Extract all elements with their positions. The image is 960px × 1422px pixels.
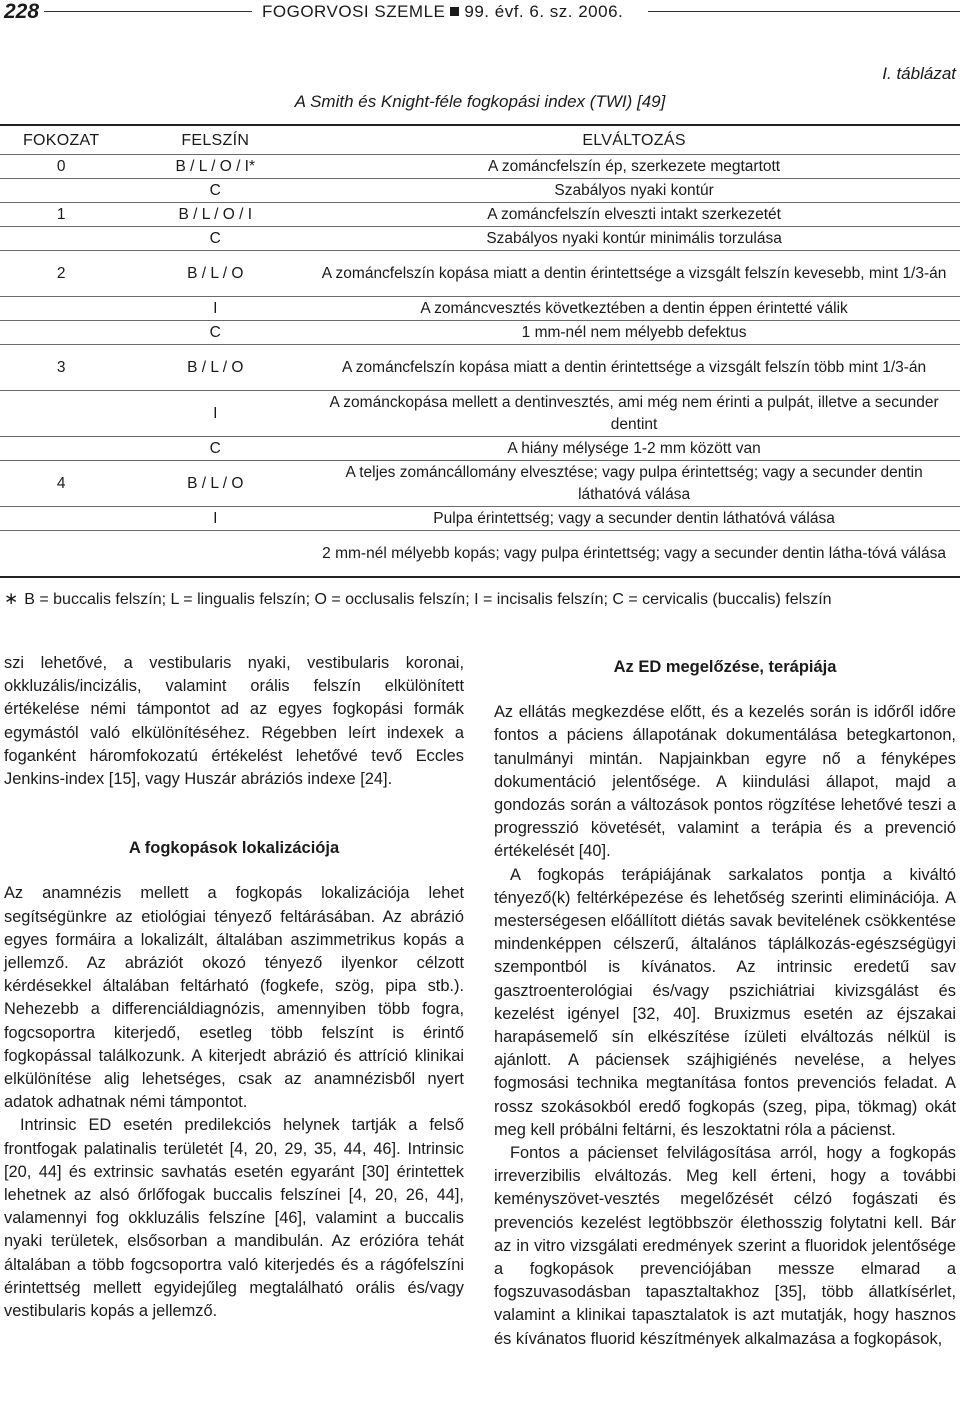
square-bullet-icon: [450, 7, 459, 16]
paragraph: Az ellátás megkezdése előtt, és a kezelés során is időről időre fontos a páciens állapotának dokumentálása betegkartonon, tanulmányi mintán. Napjainkban egyre nő a fényképes dokumentáció jelentősége. A kiindulási állapot, majd a gondozás során a változások pontos rögzítése lehetővé teszi a progresszió követését, valamint a terápia és a prevenció értékelését [40].: [494, 703, 956, 861]
header-surface: FELSZÍN: [122, 128, 308, 155]
section-heading-prevention: Az ED megelőzése, terápiája: [613, 658, 837, 676]
table-row: [0, 203, 960, 227]
header-grade: FOKOZAT: [0, 128, 122, 155]
header-rule-left: [44, 11, 252, 12]
page-number: 228: [4, 0, 40, 23]
left-column: [4, 652, 464, 1323]
grade-cell: 0: [0, 155, 122, 179]
paragraph: szi lehetővé, a vestibularis nyaki, vestibularis koronai, okkluzális/incizális, valamint orális felszín elkülönített értékelése némi támpontot ad az egyes fogkopási formák egymástól való elkülönítéséhez. Régebben leírt indexek a foganként háromfokozatú értékelést lehetővé tevő Eccles Jenkins-index [15], vagy Huszár abráziós indexe [24].: [4, 654, 464, 789]
header-change: ELVÁLTOZÁS: [308, 128, 960, 155]
grade-cell: 4: [0, 461, 122, 507]
paragraph: Az anamnézis mellett a fogkopás lokalizációja lehet segítségünkre az etiológiai tényező feltárásában. Az abrázió egyes formáira a lokalizált, általában aszimmetrikus kopás a jellemző. Az abráziót okozó tényező ilyenkor célzott kérdésekkel általában feltárható (fogkefe, szög, pipa stb.). Nehezebb a differenciáldiagnózis, amennyiben több fogra, fogcsoportra kiterjedő, esetleg több felszínt is érintő fogkopással találkozunk. A kiterjedt abrázió és attríció klinikai elkülönítése alig lehetséges, csak az anamnézisből nyert adatok adhatnak némi támpontot.: [4, 884, 464, 1112]
table-row: [0, 251, 960, 297]
table-row: [0, 321, 960, 345]
table-row: [0, 155, 960, 179]
surface-cell: C: [122, 227, 308, 251]
grade-cell: 3: [0, 345, 122, 391]
change-cell: A zománckopása mellett a dentinvesztés, ami még nem érinti a pulpát, illetve a secunder dentint: [308, 391, 960, 437]
table-row: [0, 461, 960, 507]
grade-cell: [0, 391, 122, 437]
surface-cell: B / L / O: [122, 345, 308, 391]
change-cell: A zománcfelszín ép, szerkezete megtartott: [308, 155, 960, 179]
table-row: [0, 297, 960, 321]
surface-cell: I: [122, 391, 308, 437]
journal-issue: 99. évf. 6. sz. 2006.: [464, 2, 624, 21]
table-label: I. táblázat: [882, 64, 956, 83]
grade-cell: [0, 179, 122, 203]
surface-cell: C: [122, 437, 308, 461]
journal-name: FOGORVOSI SZEMLE: [262, 2, 446, 21]
table-row: [0, 437, 960, 461]
surface-cell: C: [122, 321, 308, 345]
grade-cell: [0, 507, 122, 531]
table-row: [0, 531, 960, 578]
paragraph: Fontos a pácienset felvilágosítása arról, hogy a fogkopás irreverzibilis elváltozás. Meg kell érteni, hogy a további keményszövet-vesztés megelőzését célzó fogászati és prevenciós kezelést legtöbbször élethosszig folytatni kell. Bár az in vitro vizsgálati eredmények szerint a fluoridok jelentősége a fogkopások prevenciójában messze elmarad a fogszuvasodásban tapasztaltakhoz [35], több állatkísérlet, valamint a klinikai tapasztalatok is azt mutatják, hogy hasznos és kívánatos fluorid készítmények alkalmazása a fogkopások,: [494, 1144, 956, 1348]
surface-cell: B / L / O / I: [122, 203, 308, 227]
footnote-text: B = buccalis felszín; L = lingualis felszín; O = occlusalis felszín; I = incisalis felszín; C = cervicalis (buccalis) felszín: [24, 591, 832, 608]
table-header-row: [0, 128, 960, 155]
right-column: [494, 652, 956, 1351]
change-cell: A zománcvesztés következtében a dentin éppen érintetté válik: [308, 297, 960, 321]
surface-cell: C: [122, 179, 308, 203]
change-cell: A hiány mélysége 1-2 mm között van: [308, 437, 960, 461]
change-cell: 1 mm-nél nem mélyebb defektus: [308, 321, 960, 345]
change-cell: Szabályos nyaki kontúr minimális torzulása: [308, 227, 960, 251]
surface-cell: B / L / O: [122, 461, 308, 507]
grade-cell: 2: [0, 251, 122, 297]
table-title: [0, 92, 960, 112]
table-row: [0, 345, 960, 391]
surface-cell: B / L / O: [122, 251, 308, 297]
grade-cell: [0, 227, 122, 251]
surface-cell: I: [122, 297, 308, 321]
page-header: [0, 0, 960, 26]
table-top-rule: [0, 124, 960, 126]
change-cell: A zománcfelszín kopása miatt a dentin érintettsége a vizsgált felszín kevesebb, mint 1/3-án: [308, 251, 960, 297]
surface-cell: [122, 531, 308, 578]
grade-cell: [0, 321, 122, 345]
table-title-text: A Smith és Knight-féle fogkopási index (TWI) [49]: [294, 92, 666, 111]
grade-cell: 1: [0, 203, 122, 227]
header-rule-right: [648, 11, 960, 12]
change-cell: Szabályos nyaki kontúr: [308, 179, 960, 203]
grade-cell: [0, 437, 122, 461]
table-row: [0, 391, 960, 437]
journal-title: [262, 2, 623, 22]
paragraph: A fogkopás terápiájának sarkalatos pontja a kiváltó tényező(k) feltérképezése és lehetőség szerinti eliminációja. A mesterségesen előállított diétás savak bevitelének csökkentése mindenképpen célszerű, általános táplálkozás-egészségügyi szempontból is kívánatos. Az intrinsic eredetű sav gasztroenterológiai és/vagy pszichiátriai kivizsgálást és kezelést igényel [32, 40]. Bruxizmus esetén az éjszakai harapásemelő sín elkészítése ízületi elváltozás nélkül is ajánlott. A páciensek szájhigiénés nevelése, a helyes fogmosási technika megtanítása fontos prevenciós feladat. A rossz szokásokból eredő fogkopás (szeg, pipa, tökmag) okát meg kell próbálni feltárni, és leszoktatni róla a pácienst.: [494, 865, 956, 1139]
asterisk-icon: ∗: [4, 589, 19, 608]
twi-table: [0, 128, 960, 578]
table-row: [0, 507, 960, 531]
table-row: [0, 227, 960, 251]
section-heading-localization: A fogkopások lokalizációja: [128, 839, 340, 858]
surface-cell: I: [122, 507, 308, 531]
table-row: [0, 179, 960, 203]
paragraph: Intrinsic ED esetén predilekciós helynek tartják a felső frontfogak palatinalis területét [4, 20, 29, 35, 44, 46]. Intrinsic [20, 44] és extrinsic savhatás esetén egyaránt [30] érintettek lehetnek az alsó őrlőfogak buccalis felszínei [4, 20, 26, 44], valamennyi fog okkluzális felszíne [46], valamint a buccalis nyaki területek, elsősorban a mandibulán. Az erózióra tehát általában a több fogcsoportra való kiterjedés és a rágófelszíni érintettség mellett egyidejűleg megtalálható orális és/vagy vestibularis kopás a jellemző.: [4, 1116, 464, 1321]
change-cell: A zománcfelszín elveszti intakt szerkezetét: [308, 203, 960, 227]
grade-cell: [0, 531, 122, 578]
change-cell: A zománcfelszín kopása miatt a dentin érintettsége a vizsgált felszín több mint 1/3-án: [308, 345, 960, 391]
surface-cell: B / L / O / I*: [122, 155, 308, 179]
change-cell: 2 mm-nél mélyebb kopás; vagy pulpa érintettség; vagy a secunder dentin látha-tóvá válása: [308, 531, 960, 578]
grade-cell: [0, 297, 122, 321]
change-cell: Pulpa érintettség; vagy a secunder dentin láthatóvá válása: [308, 507, 960, 531]
change-cell: A teljes zománcállomány elvesztése; vagy pulpa érintettség; vagy a secunder dentin láthatóvá válása: [308, 461, 960, 507]
table-footnote: [4, 589, 832, 609]
